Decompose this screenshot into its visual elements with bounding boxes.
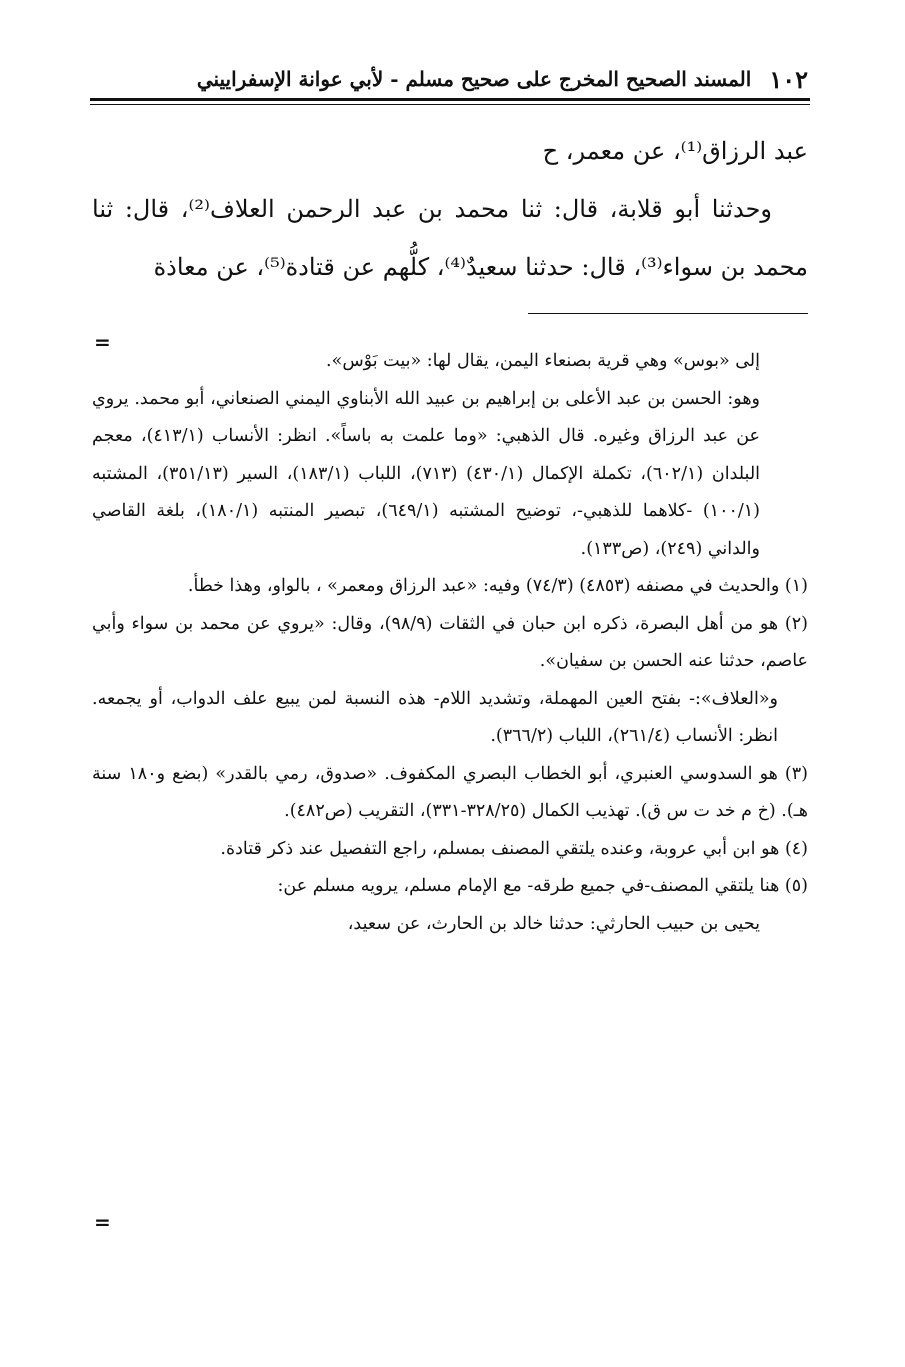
- footnote-4: (٤) هو ابن أبي عروبة، وعنده يلتقي المصنف بمسلم، راجع التفصيل عند ذكر قتادة.: [220, 838, 808, 859]
- footnote-continued: إلى «بوس» وهي قرية بصنعاء اليمن، يقال لها: «بيت بَوْس».: [326, 351, 760, 371]
- footnotes: [92, 343, 808, 943]
- footnote-1: (١) والحديث في مصنفه (٤٨٥٣) (٧٤/٣) وفيه: «عبد الرزاق ومعمر» ، بالواو، وهذا خطأ.: [187, 576, 808, 596]
- main-line: عبد الرزاق⁽¹⁾، عن معمر، ح: [542, 137, 808, 165]
- footnote-5-continued: يحيى بن حبيب الحارثي: حدثنا خالد بن الحارث، عن سعيد،: [347, 913, 760, 934]
- running-title: المسند الصحيح المخرج على صحيح مسلم - لأبي عوانة الإسفراييني: [196, 67, 752, 91]
- main-text: [92, 122, 808, 296]
- main-paragraph: وحدثنا أبو قلابة، قال: ثنا محمد بن عبد الرحمن العلاف⁽²⁾، قال: ثنا محمد بن سواء⁽³⁾، قال: حدثنا سعيدٌ⁽⁴⁾، كلُّهم عن قتادة⁽⁵⁾، عن معاذة: [92, 195, 808, 281]
- page-number: ١٠٢: [769, 64, 808, 94]
- footnote-3: (٣) هو السدوسي العنبري، أبو الخطاب البصري المكفوف. «صدوق، رمي بالقدر» (بضع و١٨٠ سنة هـ). (خ م خد ت س ق). تهذيب الكمال (٣٢٨/٢٥-٣٣١)، التقريب (ص٤٨٢).: [92, 763, 808, 821]
- footnote-separator: [528, 313, 808, 314]
- continuation-mark-top: =: [94, 330, 111, 354]
- footnote-5: (٥) هنا يلتقي المصنف-في جميع طرقه- مع الإمام مسلم، يرويه مسلم عن:: [277, 876, 808, 896]
- header-rule: [90, 98, 810, 101]
- footnote-continued: وهو: الحسن بن عبد الأعلى بن إبراهيم بن عبيد الله الأبناوي اليمني الصنعاني، أبو محمد. يروي عن عبد الرزاق وغيره. قال الذهبي: «وما علمت به باساً». انظر: الأنساب (٤١٣/١)، معجم البلدان (٦٠٢/١)، تكملة الإكمال (٤٣٠/١) (٧١٣)، اللباب (١٨٣/١)، السير (٣٥١/١٣)، المشتبه (١٠٠/١) -كلاهما للذهبي-، توضيح المشتبه (٦٤٩/١)، تبصير المنتبه (١٨٠/١)، بلغة القاصي والداني (٢٤٩)، (ص١٣٣).: [92, 388, 761, 559]
- footnote-2: (٢) هو من أهل البصرة، ذكره ابن حبان في الثقات (٩٨/٩)، وقال: «يروي عن محمد بن سواء وأبي عاصم، حدثنا عنه الحسن بن سفيان».: [92, 613, 808, 671]
- footnote-2-continued: و«العلاف»:- بفتح العين المهملة، وتشديد اللام- هذه النسبة لمن يبيع علف الدواب، أو يجمعه. انظر: الأنساب (٢٦١/٤)، اللباب (٣٦٦/٢).: [92, 688, 778, 746]
- header-rule-thin: [90, 104, 810, 105]
- continuation-mark-bottom: =: [94, 1210, 111, 1234]
- page-header: [92, 64, 808, 94]
